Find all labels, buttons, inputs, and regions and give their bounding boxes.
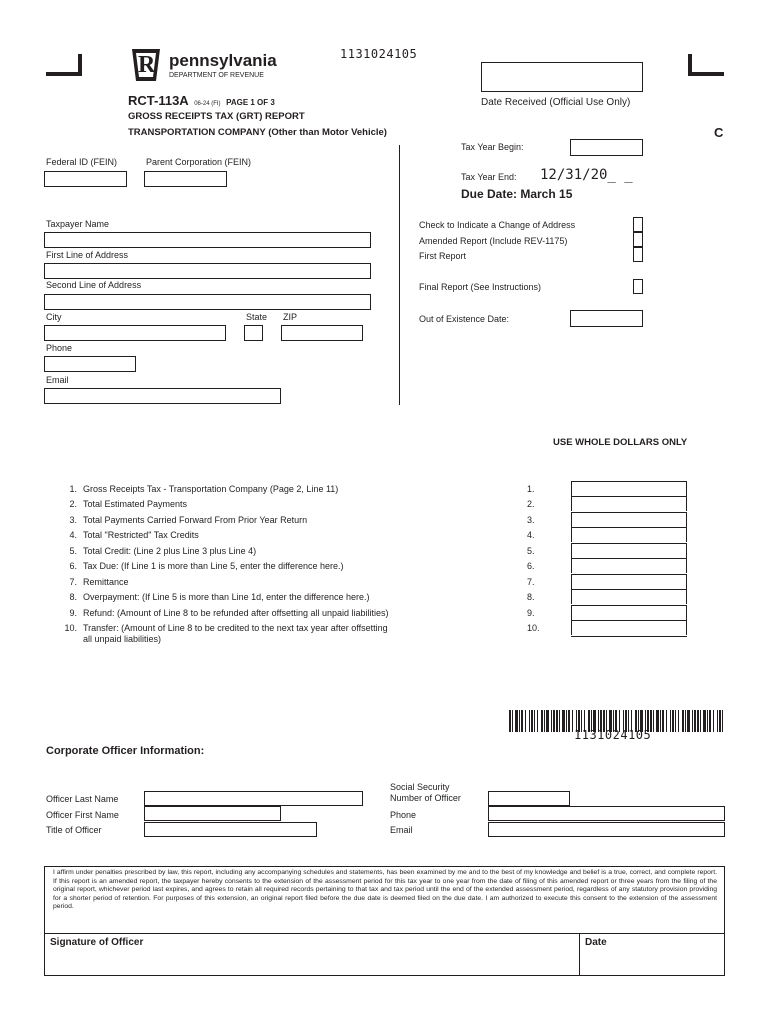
line-number: 4. — [69, 530, 77, 540]
city-input[interactable] — [44, 325, 226, 341]
barcode-bar — [534, 710, 535, 732]
barcode-bar — [509, 710, 511, 732]
barcode-bar — [703, 710, 706, 732]
line-item-4 — [55, 530, 199, 541]
line-description: Total Credit: (Line 2 plus Line 3 plus Line 4) — [83, 546, 257, 556]
signature-label: Signature of Officer — [50, 937, 144, 948]
officer-email-input[interactable] — [488, 822, 725, 837]
tax-year-end-label: Tax Year End: — [461, 172, 517, 182]
barcode-bar — [660, 710, 661, 732]
tax-year-begin-label: Tax Year Begin: — [461, 142, 524, 152]
line-number: 5. — [69, 546, 77, 556]
barcode-bar — [672, 710, 674, 732]
line-number: 2. — [69, 499, 77, 509]
corner-letter: C — [714, 125, 724, 140]
date-label: Date — [585, 937, 607, 948]
line-description: Refund: (Amount of Line 8 to be refunded after offsetting all unpaid liabilities) — [83, 608, 389, 618]
officer-last-name-input[interactable] — [144, 791, 363, 806]
line-ref-1: 1. — [527, 484, 535, 494]
line-item-1 — [55, 484, 338, 495]
taxpayer-name-input[interactable] — [44, 232, 371, 248]
officer-title-input[interactable] — [144, 822, 317, 837]
amended-report-label: Amended Report (Include REV-1175) — [419, 236, 568, 246]
first-report-label: First Report — [419, 251, 467, 261]
line-description: Total Estimated Payments — [83, 499, 188, 509]
line-number: 9. — [69, 608, 77, 618]
officer-section-title: Corporate Officer Information: — [46, 745, 205, 757]
signature-date-field[interactable] — [581, 950, 724, 975]
tax-year-begin-input[interactable] — [570, 139, 643, 156]
barcode-bottom-number: 1131024105 — [574, 728, 652, 742]
line-item-6 — [55, 561, 343, 572]
line-description: Total Payments Carried Forward From Prior Year Return — [83, 515, 308, 525]
barcode-bar — [717, 710, 718, 732]
address1-input[interactable] — [44, 263, 371, 279]
barcode-bar — [692, 710, 693, 732]
email-input[interactable] — [44, 388, 281, 404]
address2-input[interactable] — [44, 294, 371, 310]
barcode-bar — [685, 710, 686, 732]
line-item-7 — [55, 577, 129, 588]
date-received-label: Date Received (Official Use Only) — [481, 97, 631, 108]
line-ref-7: 7. — [527, 577, 535, 587]
line-item-5 — [55, 546, 256, 557]
first-report-checkbox[interactable] — [633, 247, 643, 262]
officer-ssn-label-1: Social Security — [390, 782, 450, 792]
amended-report-checkbox[interactable] — [633, 232, 643, 247]
barcode-bar — [537, 710, 538, 732]
barcode-bar — [568, 710, 570, 732]
corner-mark-top-left — [46, 54, 82, 76]
date-received-box[interactable] — [481, 62, 643, 92]
line-amount-input-4[interactable] — [571, 527, 687, 542]
out-of-existence-input[interactable] — [570, 310, 643, 327]
barcode-bar — [700, 710, 701, 732]
final-report-label: Final Report (See Instructions) — [419, 282, 542, 292]
line-ref-8: 8. — [527, 592, 535, 602]
signature-date-divider — [579, 933, 580, 976]
due-date: Due Date: March 15 — [461, 187, 573, 201]
barcode-bar — [656, 710, 659, 732]
form-id-line — [128, 94, 275, 111]
barcode-bar — [556, 710, 558, 732]
barcode-bar — [722, 710, 723, 732]
barcode-bar — [719, 710, 721, 732]
pa-revenue-logo — [128, 47, 164, 83]
barcode-bar — [525, 710, 526, 732]
line-number: 6. — [69, 561, 77, 571]
barcode-bar — [653, 710, 654, 732]
line-item-8 — [55, 592, 370, 603]
parent-corp-input[interactable] — [144, 171, 227, 187]
officer-first-name-label: Officer First Name — [46, 810, 119, 820]
page-indicator: PAGE 1 OF 3 — [226, 98, 275, 107]
form-title-line1: GROSS RECEIPTS TAX (GRT) REPORT — [128, 111, 305, 122]
line-ref-3: 3. — [527, 515, 535, 525]
line-ref-9: 9. — [527, 608, 535, 618]
barcode-bar — [694, 710, 696, 732]
email-label: Email — [46, 375, 69, 385]
line-number: 7. — [69, 577, 77, 587]
officer-title-label: Title of Officer — [46, 825, 102, 835]
barcode-bar — [515, 710, 518, 732]
line-amount-input-2[interactable] — [571, 496, 687, 511]
line-amount-input-5[interactable] — [571, 543, 687, 558]
change-address-checkbox[interactable] — [633, 217, 643, 232]
line-description: Overpayment: (If Line 5 is more than Line 1d, enter the difference here.) — [83, 592, 370, 602]
line-amount-input-3[interactable] — [571, 512, 687, 527]
affirmation-divider — [44, 933, 725, 934]
change-address-label: Check to Indicate a Change of Address — [419, 220, 576, 230]
phone-input[interactable] — [44, 356, 136, 372]
address2-label: Second Line of Address — [46, 280, 142, 290]
line-amount-input-10[interactable] — [571, 620, 687, 635]
barcode-bar — [512, 710, 513, 732]
state-label: State — [246, 312, 268, 322]
barcode-bar — [707, 710, 708, 732]
barcode-bar — [529, 710, 530, 732]
barcode-bar — [566, 710, 567, 732]
barcode-bar — [551, 710, 552, 732]
line-number: 3. — [69, 515, 77, 525]
line-ref-4: 4. — [527, 530, 535, 540]
line-amount-input-6[interactable] — [571, 558, 687, 573]
phone-label: Phone — [46, 343, 73, 353]
taxpayer-name-label: Taxpayer Name — [46, 219, 110, 229]
barcode-bar — [519, 710, 520, 732]
barcode-bar — [675, 710, 676, 732]
city-label: City — [46, 312, 62, 322]
logo-wordmark: pennsylvania — [169, 51, 277, 70]
line-ref-2: 2. — [527, 499, 535, 509]
line-description-continued: all unpaid liabilities) — [83, 634, 162, 644]
affirmation-text: I affirm under penalties prescribed by law, this report, including any accompanying schedules and statements, has been examined by me and to the best of my knowledge and belief is a true, correct, and complete report. If this report is an amended report, the taxpayer hereby consents to the extension of the assessment period for this tax year to one year from the date of filing of this amended report or three years from the filing of the original report, whichever period last expires, and agrees to retain all required records pertaining to that tax and tax period until the end of the extended assessment period, regardless of any statutory provision providing for a shorter period of retention. For purposes of this extension, an original report filed before the due date is deemed filed on the due date. I am authorized to execute this consent to the extension of the assessment period. — [53, 869, 717, 911]
line-ref-10: 10. — [527, 623, 540, 633]
barcode-bar — [531, 710, 533, 732]
line-number: 10. — [64, 623, 77, 633]
logo-letter: R — [138, 52, 156, 78]
line-amount-input-1[interactable] — [571, 481, 687, 496]
final-report-checkbox[interactable] — [633, 279, 643, 294]
zip-input[interactable] — [281, 325, 363, 341]
barcode-bar — [553, 710, 555, 732]
barcode-bar — [713, 710, 714, 732]
form-title-line2: TRANSPORTATION COMPANY (Other than Motor Vehicle) — [128, 127, 387, 138]
corner-mark-top-right — [688, 54, 724, 76]
barcode-bar — [559, 710, 560, 732]
officer-ssn-label-2: Number of Officer — [390, 793, 461, 803]
form-number-top: 1131024105 — [340, 47, 418, 61]
line-description: Total "Restricted" Tax Credits — [83, 530, 199, 540]
line-amount-input-9[interactable] — [571, 605, 687, 620]
column-divider — [399, 145, 400, 405]
federal-id-input[interactable] — [44, 171, 127, 187]
barcode-bar — [562, 710, 565, 732]
barcode-bar — [521, 710, 523, 732]
barcode-bar — [682, 710, 684, 732]
line-number: 1. — [69, 484, 77, 494]
barcode-bar — [709, 710, 711, 732]
federal-id-label: Federal ID (FEIN) — [46, 157, 118, 167]
line-description: Transfer: (Amount of Line 8 to be credited to the next tax year after offsetting — [83, 623, 388, 633]
tax-year-end-value: 12/31/20_ _ — [540, 167, 633, 183]
barcode-bar — [572, 710, 573, 732]
barcode-bar — [541, 710, 543, 732]
line-description: Remittance — [83, 577, 129, 587]
line-item-9 — [55, 608, 389, 619]
logo-department: DEPARTMENT OF REVENUE — [169, 72, 264, 79]
form-id: RCT-113A — [128, 93, 189, 108]
officer-phone-label: Phone — [390, 810, 417, 820]
whole-dollars-note: USE WHOLE DOLLARS ONLY — [553, 437, 688, 448]
address1-label: First Line of Address — [46, 250, 129, 260]
barcode-bar — [678, 710, 679, 732]
parent-corp-label: Parent Corporation (FEIN) — [146, 157, 252, 167]
officer-phone-input[interactable] — [488, 806, 725, 821]
zip-label: ZIP — [283, 312, 298, 322]
amount-column-bottom — [571, 636, 687, 637]
form-revision: 06-24 (FI) — [194, 101, 221, 107]
line-amount-input-8[interactable] — [571, 589, 687, 604]
line-number: 8. — [69, 592, 77, 602]
barcode-bar — [697, 710, 699, 732]
line-amount-input-7[interactable] — [571, 574, 687, 589]
officer-first-name-input[interactable] — [144, 806, 281, 821]
line-item-10 — [55, 623, 388, 645]
barcode-bar — [546, 710, 549, 732]
barcode-bar — [670, 710, 671, 732]
officer-last-name-label: Officer Last Name — [46, 794, 119, 804]
out-of-existence-label: Out of Existence Date: — [419, 314, 510, 324]
officer-ssn-input[interactable] — [488, 791, 570, 806]
barcode-bar — [687, 710, 690, 732]
officer-email-label: Email — [390, 825, 413, 835]
signature-field[interactable] — [45, 950, 578, 975]
barcode-bar — [666, 710, 667, 732]
barcode-bar — [544, 710, 545, 732]
line-ref-5: 5. — [527, 546, 535, 556]
line-description: Gross Receipts Tax - Transportation Company (Page 2, Line 11) — [83, 484, 339, 494]
line-item-3 — [55, 515, 307, 526]
line-ref-6: 6. — [527, 561, 535, 571]
line-description: Tax Due: (If Line 1 is more than Line 5, enter the difference here.) — [83, 561, 344, 571]
line-item-2 — [55, 499, 187, 510]
state-input[interactable] — [244, 325, 263, 341]
barcode-bar — [662, 710, 664, 732]
